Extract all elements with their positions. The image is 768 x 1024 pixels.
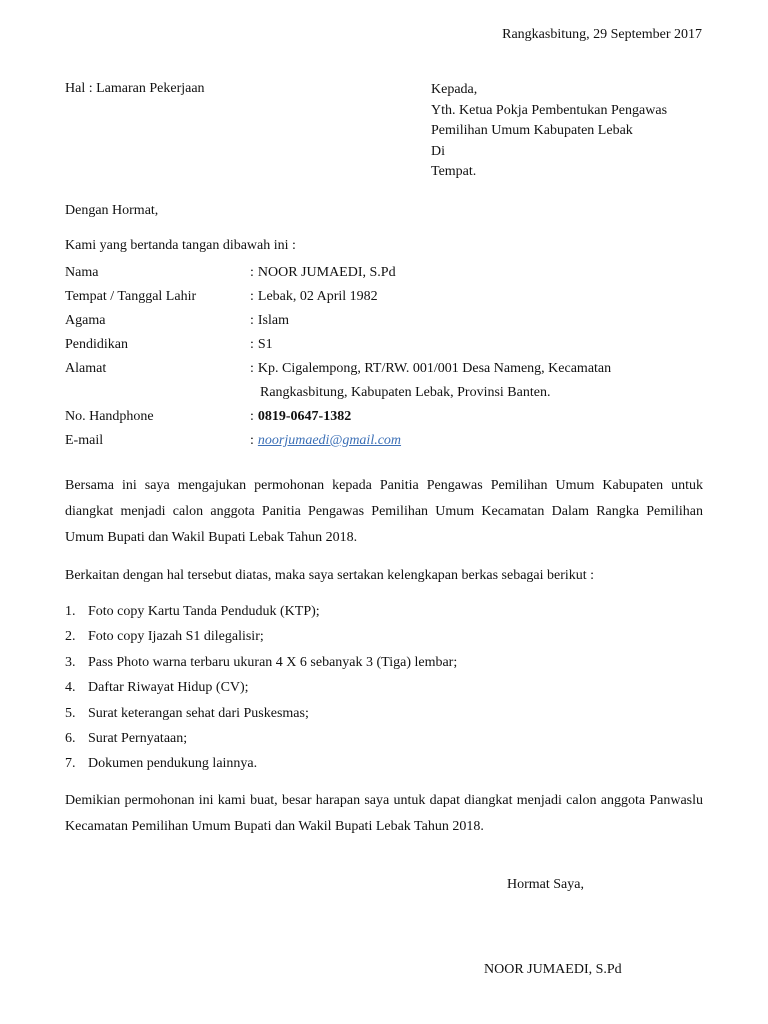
religion: Islam — [257, 313, 289, 328]
field-label: Alamat — [65, 361, 107, 376]
field-value-agama — [250, 309, 705, 333]
field-row-pendidikan — [65, 333, 705, 357]
body-paragraph-attachments-intro: Berkaitan dengan hal tersebut diatas, maka saya sertakan kelengkapan berkas sebagai berikut : — [65, 568, 595, 583]
list-text: Foto copy Kartu Tanda Penduduk (KTP); — [88, 604, 320, 619]
field-label: E-mail — [65, 433, 104, 448]
list-number: 1. — [65, 604, 76, 619]
list-text: Dokumen pendukung lainnya. — [88, 756, 258, 772]
recipient-line: Kepada, — [431, 82, 478, 97]
field-value-nama — [250, 261, 705, 285]
applicant-name: NOOR JUMAEDI, S.Pd — [257, 265, 396, 280]
field-row-email — [65, 429, 705, 453]
field-row-agama — [65, 309, 705, 333]
list-text: Pass Photo warna terbaru ukuran 4 X 6 sebanyak 3 (Tiga) lembar; — [88, 654, 458, 670]
recipient-block — [431, 80, 667, 183]
list-number: 5. — [65, 705, 76, 721]
field-value-alamat — [250, 357, 705, 405]
attachment-list — [65, 599, 457, 777]
list-number: 2. — [65, 629, 76, 645]
recipient-line: Yth. Ketua Pokja Pembentukan Pengawas — [431, 102, 668, 118]
separator: : — [250, 337, 254, 352]
phone-number: 0819-0647-1382 — [257, 409, 352, 424]
field-row-handphone — [65, 405, 705, 429]
list-text: Surat keterangan sehat dari Puskesmas; — [88, 705, 309, 721]
list-item — [65, 624, 457, 649]
list-number: 6. — [65, 731, 76, 747]
field-row-ttl — [65, 285, 705, 309]
separator: : — [250, 265, 254, 280]
field-label: No. Handphone — [65, 409, 154, 424]
list-item — [65, 599, 457, 624]
list-number: 4. — [65, 680, 76, 696]
list-text: Daftar Riwayat Hidup (CV); — [88, 680, 249, 696]
greeting: Dengan Hormat, — [65, 203, 159, 218]
list-item — [65, 675, 457, 700]
intro-text: Kami yang bertanda tangan dibawah ini : — [65, 238, 296, 253]
email-link[interactable]: noorjumaedi@gmail.com — [257, 433, 402, 448]
recipient-line: Tempat. — [431, 164, 477, 179]
list-item — [65, 701, 457, 726]
separator: : — [250, 433, 254, 448]
address-continued: Rangkasbitung, Kabupaten Lebak, Provinsi Banten. — [260, 385, 551, 400]
field-value-handphone — [250, 405, 705, 429]
list-item — [65, 726, 457, 751]
body-paragraph-request: Bersama ini saya mengajukan permohonan kepada Panitia Pengawas Pemilihan Umum Kabupaten untuk diangkat menjadi calon anggota Panitia Pengawas Pemilihan Umum Kecamatan Dalam Rangka Pemilihan Umum Bupati dan Wakil Bupati Lebak Tahun 2018. — [65, 478, 703, 545]
list-item — [65, 650, 457, 675]
field-value-email — [250, 429, 705, 453]
list-item — [65, 751, 457, 776]
field-label: Pendidikan — [65, 337, 128, 352]
list-number: 3. — [65, 654, 76, 670]
separator: : — [250, 313, 254, 328]
body-paragraph-closing: Demikian permohonan ini kami buat, besar harapan saya untuk dapat diangkat menjadi calon anggota Panwaslu Kecamatan Pemilihan Umum Bupati dan Wakil Bupati Lebak Tahun 2018. — [65, 793, 703, 834]
field-label: Agama — [65, 313, 106, 328]
field-row-alamat — [65, 357, 705, 405]
recipient-line: Di — [431, 143, 445, 159]
field-label: Tempat / Tanggal Lahir — [65, 289, 197, 304]
recipient-line: Pemilihan Umum Kabupaten Lebak — [431, 123, 633, 138]
letter-subject: Hal : Lamaran Pekerjaan — [65, 81, 205, 96]
birth-place-date: Lebak, 02 April 1982 — [257, 289, 378, 304]
separator: : — [250, 409, 254, 424]
field-row-nama — [65, 261, 705, 285]
list-text: Surat Pernyataan; — [88, 731, 188, 747]
signature-name: NOOR JUMAEDI, S.Pd — [484, 962, 622, 977]
applicant-details — [65, 261, 705, 453]
field-label: Nama — [65, 265, 99, 280]
closing-salutation: Hormat Saya, — [507, 877, 584, 892]
address: Kp. Cigalempong, RT/RW. 001/001 Desa Nameng, Kecamatan — [257, 361, 612, 376]
list-number: 7. — [65, 756, 76, 772]
list-text: Foto copy Ijazah S1 dilegalisir; — [88, 629, 264, 645]
letter-date: Rangkasbitung, 29 September 2017 — [502, 27, 702, 42]
field-value-ttl — [250, 285, 705, 309]
field-value-pendidikan — [250, 333, 705, 357]
education: S1 — [257, 337, 273, 352]
separator: : — [250, 361, 254, 376]
separator: : — [250, 289, 254, 304]
